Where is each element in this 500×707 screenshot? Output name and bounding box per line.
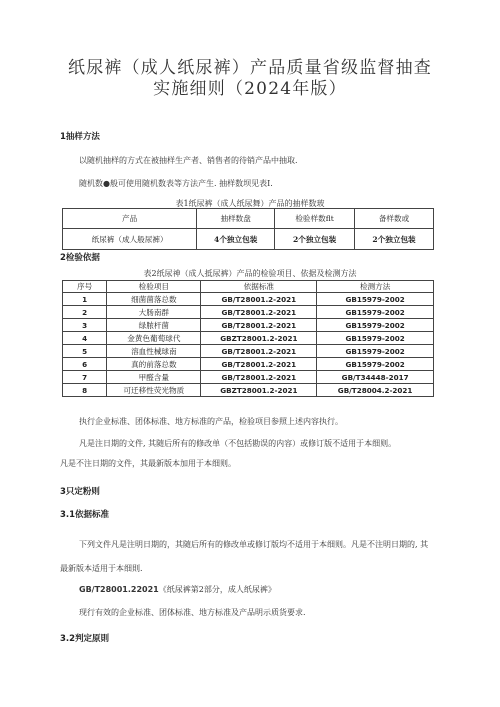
table-cell: 4个独立包装 [197, 229, 275, 250]
section-1-paragraph-2: 随机数●般可使用随机数表等方法产生. 抽样数坝见表I. [79, 179, 273, 188]
table-cell: GB/T28001.2-2021 [201, 319, 317, 332]
table-header-cell: 检验项目 [107, 281, 201, 293]
table-cell: 大肠南群 [107, 306, 201, 319]
section-3-1-heading: 3.1依据标准 [60, 510, 110, 520]
table-cell: GB15979-2002 [317, 306, 434, 319]
table-cell: 溶血性械球南 [107, 345, 201, 358]
section-1-paragraph-1: 以随机抽样的方式在被抽样生产者、销售者的待销产品中抽取. [79, 156, 298, 165]
section-2-heading: 2检验依据 [60, 253, 100, 263]
table-cell: 8 [63, 384, 107, 397]
section-3-paragraph-2: 最新版本适用于本细則. [60, 564, 143, 573]
table-cell: GB/T28001.2-2021 [201, 358, 317, 371]
table-header-row [63, 209, 434, 229]
table-header-cell: 检验样数flt [275, 209, 355, 229]
section-3-2-heading: 3.2判定原則 [60, 634, 110, 644]
table-cell: 2个独立包装 [355, 229, 434, 250]
table-cell: GB15979-2002 [317, 332, 434, 345]
table-header-row [63, 281, 434, 293]
table-1-caption: 表1纸尿裤（成人纸尿舞）产品的抽样数玻 [175, 199, 325, 208]
table-header-cell: 依据标准 [201, 281, 317, 293]
table-cell: 1 [63, 293, 107, 306]
table-cell: 4 [63, 332, 107, 345]
table-cell: 7 [63, 371, 107, 384]
table-cell: 2 [63, 306, 107, 319]
section-2-paragraph-1: 执行企业标准、团体标准、地方标准的产品，检验项目参照上述内容执行。 [79, 417, 343, 426]
table-row [63, 345, 434, 358]
document-title-line1: 纸尿裤（成人纸尿裤）产品质量省级监督抽查 [68, 58, 432, 78]
table-cell: 3 [63, 319, 107, 332]
document-title-line2: 实施细则（2024年版） [153, 79, 347, 99]
section-3-heading: 3只定粉则 [60, 487, 100, 497]
table-cell: GB15979-2002 [317, 319, 434, 332]
table-cell: 纸尿裤（成人般尿裤） [63, 229, 197, 250]
table-cell: 甲醛含量 [107, 371, 201, 384]
table-cell: 可迁移性荧光物质 [107, 384, 201, 397]
table-cell: 绿脓杆菌 [107, 319, 201, 332]
table-cell: 2个独立包装 [275, 229, 355, 250]
table-row [63, 358, 434, 371]
table-cell: GB15979-2002 [317, 345, 434, 358]
table-header-cell: 备样数或 [355, 209, 434, 229]
table-row [63, 319, 434, 332]
table-header-cell: 序号 [63, 281, 107, 293]
table-row [63, 384, 434, 397]
table-header-cell: 产品 [63, 209, 197, 229]
table-cell: GB/T34448-2017 [317, 371, 434, 384]
table-2-caption: 表2纸尿神（成人抵尿裤）产品的检验项目、依据及检测方法 [143, 269, 357, 278]
table-row [63, 332, 434, 345]
table-header-cell: 抽样数盘 [197, 209, 275, 229]
table-cell: GB/T28004.2-2021 [317, 384, 434, 397]
section-2-paragraph-3: 凡是不注日期的文件，其最新版本加用于本细则。 [60, 459, 236, 468]
section-3-paragraph-3 [79, 584, 276, 595]
table-row [63, 229, 434, 250]
standard-code: GB/T28001.22021 [79, 585, 159, 594]
table-row [63, 306, 434, 319]
table-cell: 真的前落总数 [107, 358, 201, 371]
section-1-heading: 1抽样方法 [60, 132, 100, 142]
table-cell: GBZT28001.2-2021 [201, 384, 317, 397]
table-cell: GBZT28001.2-2021 [201, 332, 317, 345]
table-cell: GB/T28001.2-2021 [201, 306, 317, 319]
table-row [63, 371, 434, 384]
table-cell: GB15979-2002 [317, 358, 434, 371]
table-row [63, 293, 434, 306]
table-cell: 细菌菌落总数 [107, 293, 201, 306]
table-cell: GB/T28001.2-2021 [201, 293, 317, 306]
table-cell: GB/T28001.2-2021 [201, 371, 317, 384]
table-cell: 6 [63, 358, 107, 371]
section-2-paragraph-2: 凡是注日期的文件, 其随后所有的修改单（不包括勘误的内容）或修订版不适用于本细则。 [79, 439, 397, 448]
sampling-table [62, 208, 434, 250]
standard-title: 《纸尿裤第2部分，成人纸尿裤》 [158, 585, 276, 594]
section-3-paragraph-1: 下列文件凡是注明日期的，其随后所有的修改单或修订版均不适用于本细则。凡是不注明日期的, 其 [79, 540, 429, 549]
table-cell: GB15979-2002 [317, 293, 434, 306]
table-header-cell: 检测方法 [317, 281, 434, 293]
section-3-paragraph-4: 现行有效的企业标准、团体标准、地方标准及产品明示质货要求. [79, 608, 306, 617]
inspection-table [62, 280, 434, 397]
table-cell: 金黄色葡萄球代 [107, 332, 201, 345]
table-cell: 5 [63, 345, 107, 358]
table-cell: GB/T28001.2-2021 [201, 345, 317, 358]
